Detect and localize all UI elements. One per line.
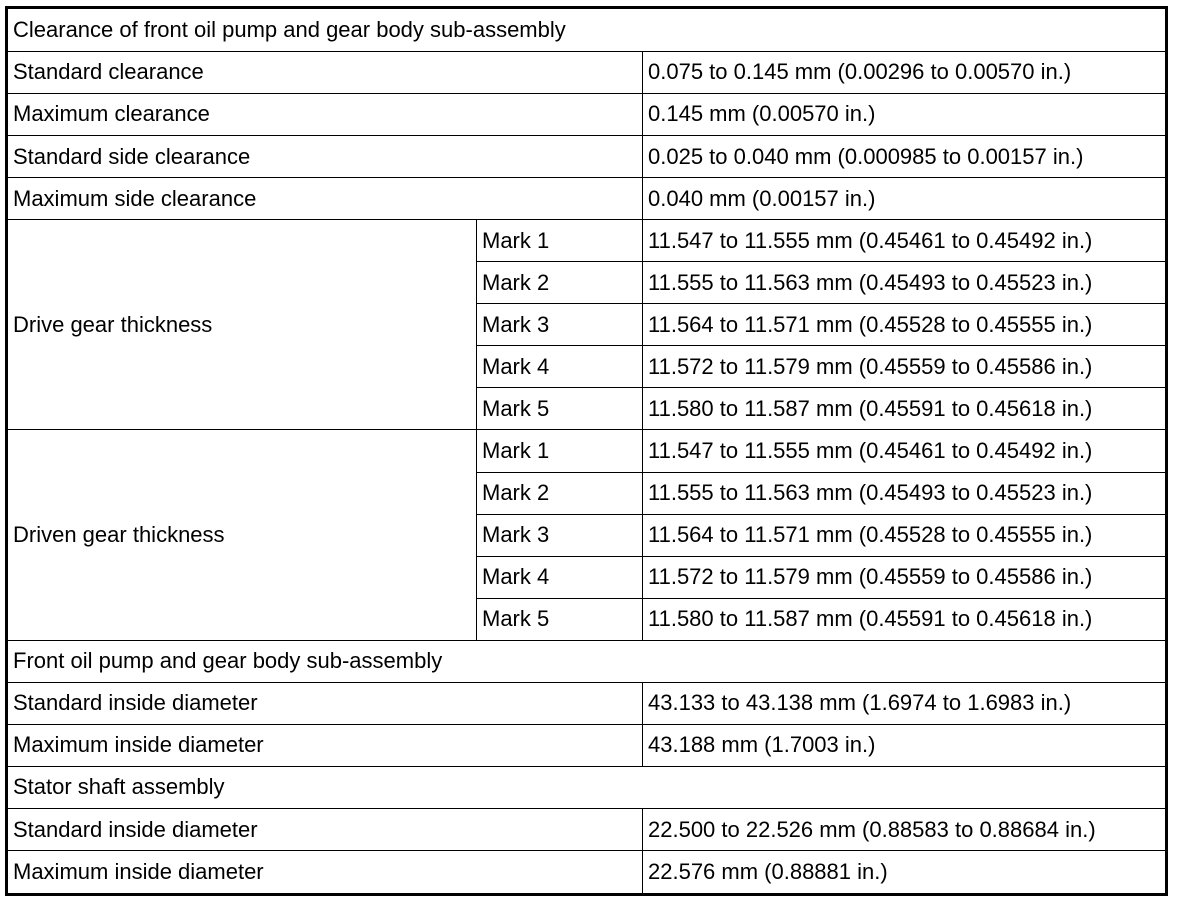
mark-label: Mark 3	[477, 304, 643, 346]
mark-label: Mark 4	[477, 556, 643, 598]
spec-label: Standard inside diameter	[7, 682, 643, 724]
mark-label: Mark 3	[477, 514, 643, 556]
spec-row	[7, 809, 1167, 851]
mark-value: 11.572 to 11.579 mm (0.45559 to 0.45586 in.)	[643, 346, 1167, 388]
mark-value: 11.555 to 11.563 mm (0.45493 to 0.45523 in.)	[643, 262, 1167, 304]
mark-label: Mark 1	[477, 430, 643, 472]
spec-label: Maximum side clearance	[7, 178, 643, 220]
mark-value: 11.580 to 11.587 mm (0.45591 to 0.45618 in.)	[643, 598, 1167, 640]
section-heading: Front oil pump and gear body sub-assembly	[7, 640, 1167, 682]
spec-value: 0.145 mm (0.00570 in.)	[643, 93, 1167, 135]
mark-value: 11.555 to 11.563 mm (0.45493 to 0.45523 in.)	[643, 472, 1167, 514]
mark-value: 11.564 to 11.571 mm (0.45528 to 0.45555 in.)	[643, 304, 1167, 346]
group-label: Driven gear thickness	[7, 430, 477, 640]
spec-row	[7, 682, 1167, 724]
spec-value: 43.133 to 43.138 mm (1.6974 to 1.6983 in.)	[643, 682, 1167, 724]
spec-row	[7, 51, 1167, 93]
spec-label: Maximum inside diameter	[7, 724, 643, 766]
section-heading-row	[7, 640, 1167, 682]
spec-row	[7, 178, 1167, 220]
mark-label: Mark 2	[477, 472, 643, 514]
mark-value: 11.580 to 11.587 mm (0.45591 to 0.45618 in.)	[643, 388, 1167, 430]
section-heading-row	[7, 8, 1167, 52]
spec-row	[7, 93, 1167, 135]
section-heading: Stator shaft assembly	[7, 766, 1167, 808]
spec-label: Maximum inside diameter	[7, 851, 643, 895]
mark-label: Mark 5	[477, 598, 643, 640]
spec-value: 0.025 to 0.040 mm (0.000985 to 0.00157 in.)	[643, 136, 1167, 178]
spec-value: 43.188 mm (1.7003 in.)	[643, 724, 1167, 766]
mark-value: 11.547 to 11.555 mm (0.45461 to 0.45492 in.)	[643, 220, 1167, 262]
spec-row	[7, 136, 1167, 178]
spec-row	[7, 724, 1167, 766]
spec-value: 22.576 mm (0.88881 in.)	[643, 851, 1167, 895]
mark-row	[7, 220, 1167, 262]
mark-value: 11.547 to 11.555 mm (0.45461 to 0.45492 in.)	[643, 430, 1167, 472]
section-heading-row	[7, 766, 1167, 808]
spec-row	[7, 851, 1167, 895]
specification-table	[5, 6, 1168, 896]
mark-label: Mark 4	[477, 346, 643, 388]
mark-value: 11.564 to 11.571 mm (0.45528 to 0.45555 in.)	[643, 514, 1167, 556]
mark-value: 11.572 to 11.579 mm (0.45559 to 0.45586 in.)	[643, 556, 1167, 598]
spec-value: 0.040 mm (0.00157 in.)	[643, 178, 1167, 220]
spec-label: Standard side clearance	[7, 136, 643, 178]
mark-label: Mark 1	[477, 220, 643, 262]
section-heading: Clearance of front oil pump and gear body sub-assembly	[7, 8, 1167, 52]
spec-value: 0.075 to 0.145 mm (0.00296 to 0.00570 in.)	[643, 51, 1167, 93]
mark-label: Mark 2	[477, 262, 643, 304]
mark-row	[7, 430, 1167, 472]
group-label: Drive gear thickness	[7, 220, 477, 430]
spec-value: 22.500 to 22.526 mm (0.88583 to 0.88684 in.)	[643, 809, 1167, 851]
spec-label: Maximum clearance	[7, 93, 643, 135]
spec-label: Standard clearance	[7, 51, 643, 93]
spec-label: Standard inside diameter	[7, 809, 643, 851]
mark-label: Mark 5	[477, 388, 643, 430]
